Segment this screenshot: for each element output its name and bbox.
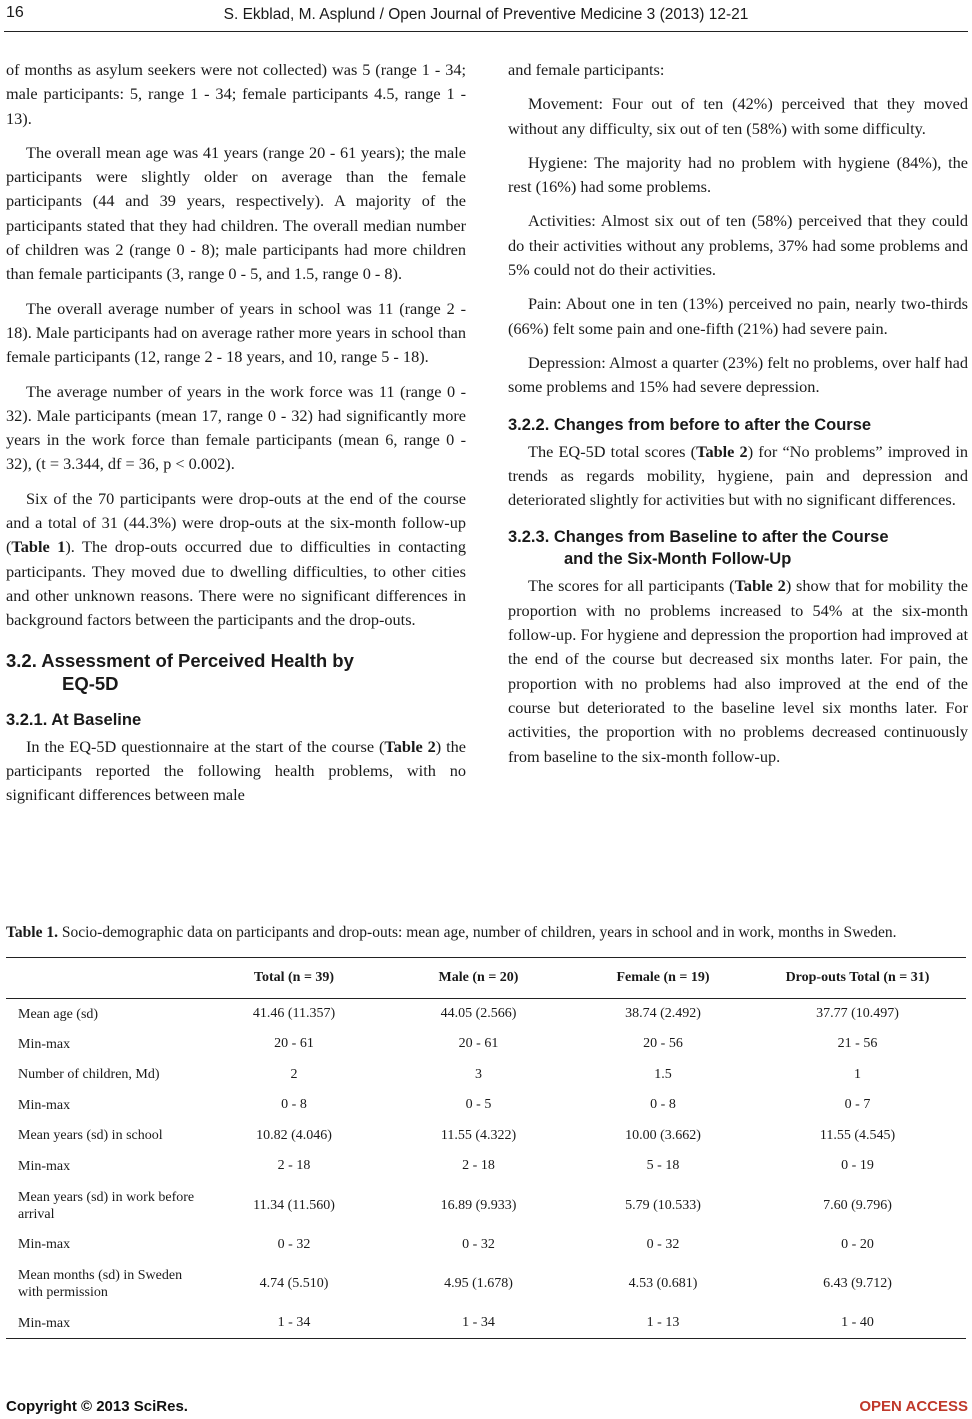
open-access-label: OPEN ACCESS [859,1398,968,1415]
table-row [6,1121,966,1152]
subsection-heading: 3.2.2. Changes from before to after the Course [508,415,872,434]
table-cell: 20 - 61 [458,1036,499,1052]
row-label: Min-max [18,1036,71,1052]
table-cell: 20 - 61 [274,1036,314,1052]
table-cell: 2 [290,1066,298,1082]
table-cell: 10.00 (3.662) [625,1127,701,1143]
table-cell: 21 - 56 [837,1036,878,1052]
page-number: 16 [6,4,24,21]
paragraph [6,487,466,633]
table-row [6,1230,966,1261]
text-run: The scores for all participants ( [528,576,735,596]
section-heading-line: 3.2. Assessment of Perceived Health by [6,649,354,671]
table-cell: 0 - 19 [841,1158,874,1174]
table-cell: 11.55 (4.322) [440,1127,517,1143]
paragraph: Depression: Almost a quarter (23%) felt no problems, over half had some problems and 15% had severe depression. [508,352,968,397]
table-cell: 3 [475,1066,482,1082]
paragraph: The overall mean age was 41 years (range 20 - 61 years); the male participants were slightly older on average than the female participants (44 and 39 years, respectively). A majority of the participants stated that they had children. The overall median number of children was 2 (range 0 - 8); male participants had more children than female participants (3, range 0 - 5, and 1.5, range 0 - 8). [6,142,466,284]
table-cell: 2 - 18 [462,1158,495,1174]
header-divider [4,31,968,32]
table-reference: Table 2 [384,736,436,756]
table-cell: 0 - 8 [650,1097,676,1113]
table-caption-text: Socio-demographic data on participants and drop-outs: mean age, number of children, years in school and in work, months in Sweden. [57,924,897,941]
row-label: Mean months (sd) in Sweden with permission [18,1268,183,1300]
text-run: ). The drop-outs occurred due to difficulties in contacting participants. They moved due to dwelling difficulties, to other cities and other unknown reasons. There were no significant differences in background factors between the participants and the drop-outs. [6,537,466,630]
table-cell: 1 - 34 [380,1308,577,1339]
table-row [6,1308,966,1339]
table-cell: 6.43 (9.712) [823,1276,892,1291]
table-row [6,1090,966,1121]
row-label: Min-max [18,1158,71,1174]
column-header: Total (n = 39) [208,958,380,999]
row-label: Mean years (sd) in school [18,1128,163,1144]
column-header: Drop-outs Total (n = 31) [749,958,966,999]
table-row [6,1029,966,1060]
table-reference: Table 2 [734,576,786,596]
text-run: ) show that for mobility the proportion with no problems increased to 54% at the six-month follow-up. For hygiene and depression the proportion had improved at the end of the course but decreased six months later. For pain, the proportion with no problems had also improved at the end of the course but deteriorated to the baseline level six months later. For activities, the proportion with no problems decreased continuously from baseline to the six-month follow-up. [508,576,969,766]
paragraph: of months as asylum seekers were not collected) was 5 (range 1 - 34; male participants: 5, range 1 - 34; female participants 4.5, range 1 - 13). [6,60,466,128]
table-row [6,1182,966,1230]
text-run: ) for “No problems” improved in trends as regards mobility, hygiene, pain and depression and deteriorated slightly for activities but with no significant differences. [508,441,968,510]
text-run: The EQ-5D total scores ( [528,441,697,461]
table-row [6,1151,966,1182]
table-cell: 20 - 56 [643,1036,683,1052]
table-cell: 10.82 (4.046) [256,1127,332,1143]
table-cell: 38.74 (2.492) [625,1006,701,1021]
subsection-heading: 3.2.1. At Baseline [6,710,142,729]
table-cell: 0 - 8 [281,1097,307,1113]
table-cell: 4.95 (1.678) [444,1276,513,1291]
paragraph: Movement: Four out of ten (42%) perceived that they moved without any difficulty, six out of ten (58%) with some difficulty. [508,94,968,138]
page-header [0,2,972,30]
table-cell: 37.77 (10.497) [816,1006,899,1021]
subsection-heading-line: 3.2.3. Changes from Baseline to after the Course [508,528,889,547]
table-cell: 1 [854,1066,861,1082]
table-cell: 1 - 34 [208,1308,380,1339]
paragraph: The overall average number of years in school was 11 (range 2 - 18). Male participants had on average rather more years in school than female participants (12, range 2 - 18 years, and 10, range 5 - 18). [6,298,466,367]
socio-demographic-table [6,957,966,1339]
paragraph: Hygiene: The majority had no problem with hygiene (84%), the rest (16%) had some problems. [508,152,968,197]
row-label: Min-max [18,1237,71,1253]
copyright-notice: Copyright © 2013 SciRes. [6,1398,188,1415]
text-run: Six of the 70 participants were drop-outs at the end of the course and a total of 31 (44.3%) were drop-outs at the six-month follow-up ( [6,488,466,557]
column-header: Female (n = 19) [577,958,749,999]
table-cell: 0 - 32 [277,1236,311,1252]
table-cell: 0 - 5 [465,1097,492,1113]
table-cell: 11.55 (4.545) [819,1127,896,1143]
table-cell: 1 - 40 [749,1308,966,1339]
table-cell: 4.74 (5.510) [259,1276,329,1291]
text-run: ) the participants reported the following health problems, with no significant differences between male [6,736,466,805]
paragraph: Activities: Almost six out of ten (58%) perceived that they could do their activities without any problems, 37% had some problems and 5% could not do their activities. [508,211,968,280]
table-cell: 1 - 13 [577,1308,749,1339]
table-cell: 5.79 (10.533) [625,1197,701,1213]
table-cell: 5 - 18 [646,1158,680,1174]
table-row [6,1060,966,1091]
row-label: Min-max [18,1097,71,1113]
table-cell: 0 - 32 [646,1236,680,1252]
paragraph: The average number of years in the work force was 11 (range 0 - 32). Male participants (mean 17, range 0 - 32) had significantly more years in the work force than female participants (mean 6, range 0 - 32), (t = 3.344, df = 36, p < 0.002). [6,381,466,474]
table-cell: 4.53 (0.681) [628,1276,698,1291]
table-cell: 16.89 (9.933) [440,1197,517,1213]
table-1-block [6,923,966,1339]
row-label: Min-max [6,1308,208,1339]
table-cell: 1.5 [654,1066,672,1082]
section-heading [6,649,466,695]
table-row [6,1260,966,1308]
table-caption-label: Table 1. [6,924,58,941]
row-label: Mean years (sd) in work before arrival [18,1189,195,1222]
table-reference: Table 1 [11,537,66,557]
table-cell: 2 - 18 [277,1158,311,1174]
subsection-heading-line: and the Six-Month Follow-Up [564,550,792,569]
text-run: In the EQ-5D questionnaire at the start of the course ( [26,736,385,756]
table-cell: 0 - 32 [462,1236,495,1252]
section-heading-line: EQ-5D [62,672,119,694]
table-cell: 0 - 7 [844,1097,871,1113]
subsection-heading [508,526,968,570]
table-row [6,999,966,1030]
table-cell: 41.46 (11.357) [252,1006,336,1021]
row-label: Mean age (sd) [18,1006,99,1022]
running-head: S. Ekblad, M. Asplund / Open Journal of Preventive Medicine 3 (2013) 12-21 [223,6,749,23]
table-header-row [6,958,966,999]
row-label: Number of children, Md) [18,1067,160,1083]
table-cell: 0 - 20 [841,1236,874,1252]
table-cell: 7.60 (9.796) [823,1197,892,1213]
right-column [508,58,968,779]
left-column [6,58,466,817]
paragraph [6,735,466,808]
paragraph: Pain: About one in ten (13%) perceived no pain, nearly two-thirds (66%) felt some pain and one-fifth (21%) had severe pain. [508,294,968,338]
column-header: Male (n = 20) [380,958,577,999]
table-cell: 44.05 (2.566) [440,1006,517,1021]
paragraph: and female participants: [508,60,665,79]
table-reference: Table 2 [696,441,748,461]
table-caption [6,923,966,943]
table-cell: 11.34 (11.560) [253,1197,335,1213]
paragraph [508,574,968,768]
column-header [6,958,208,999]
paragraph [508,440,968,513]
